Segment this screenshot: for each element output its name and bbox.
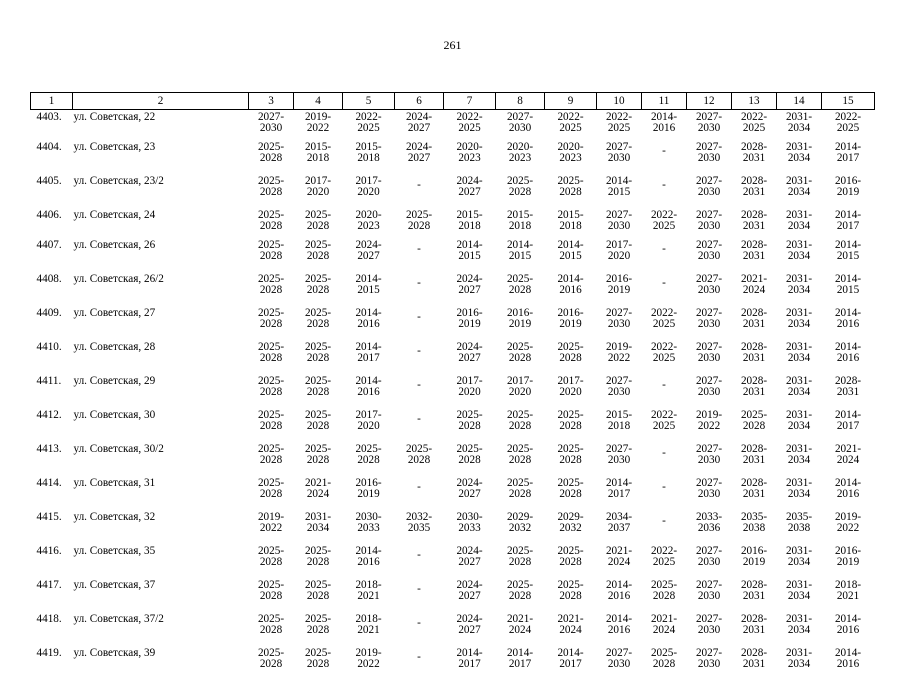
period-cell: 2022- 2025: [444, 110, 496, 141]
period-cell: 2027- 2030: [597, 140, 642, 174]
period-cell: 2027- 2030: [687, 306, 732, 340]
table-body: [31, 110, 875, 680]
table-row: [31, 140, 875, 174]
period-cell: 2027- 2030: [687, 110, 732, 141]
period-cell: -: [642, 174, 687, 208]
period-cell: 2028- 2031: [732, 174, 777, 208]
period-cell: 2019- 2022: [822, 510, 875, 544]
period-cell: 2025- 2028: [249, 140, 294, 174]
column-header: 1: [31, 93, 73, 110]
table-row: [31, 646, 875, 680]
period-cell: 2027- 2030: [597, 442, 642, 476]
period-cell: 2025- 2028: [294, 340, 343, 374]
period-cell: 2025- 2028: [294, 374, 343, 408]
period-cell: 2027- 2030: [687, 340, 732, 374]
period-cell: 2028- 2031: [732, 140, 777, 174]
period-cell: 2025- 2028: [249, 544, 294, 578]
period-cell: 2025- 2028: [294, 578, 343, 612]
period-cell: 2015- 2018: [444, 208, 496, 238]
period-cell: 2024- 2027: [444, 578, 496, 612]
period-cell: 2031- 2034: [777, 442, 822, 476]
period-cell: 2022- 2025: [822, 110, 875, 141]
period-cell: 2027- 2030: [687, 476, 732, 510]
period-cell: 2025- 2028: [249, 476, 294, 510]
period-cell: 2017- 2020: [444, 374, 496, 408]
period-cell: 2032- 2035: [395, 510, 444, 544]
period-cell: 2025- 2028: [294, 612, 343, 646]
row-number: 4419.: [31, 646, 73, 680]
period-cell: 2025- 2028: [496, 174, 545, 208]
column-header: 8: [496, 93, 545, 110]
row-number: 4403.: [31, 110, 73, 141]
page-number: 261: [0, 38, 905, 53]
address-cell: ул. Советская, 26/2: [73, 272, 249, 306]
period-cell: 2025- 2028: [545, 442, 597, 476]
period-cell: -: [642, 272, 687, 306]
period-cell: 2025- 2028: [294, 306, 343, 340]
period-cell: 2018- 2021: [343, 578, 395, 612]
period-cell: 2016- 2019: [732, 544, 777, 578]
period-cell: 2014- 2016: [822, 340, 875, 374]
column-header: 4: [294, 93, 343, 110]
row-number: 4408.: [31, 272, 73, 306]
row-number: 4404.: [31, 140, 73, 174]
period-cell: 2035- 2038: [777, 510, 822, 544]
row-number: 4413.: [31, 442, 73, 476]
period-cell: 2028- 2031: [732, 442, 777, 476]
period-cell: 2019- 2022: [597, 340, 642, 374]
address-cell: ул. Советская, 37: [73, 578, 249, 612]
table-row: [31, 612, 875, 646]
period-cell: 2024- 2027: [444, 272, 496, 306]
period-cell: 2017- 2020: [343, 408, 395, 442]
period-cell: -: [395, 646, 444, 680]
period-cell: 2029- 2032: [545, 510, 597, 544]
period-cell: 2027- 2030: [687, 238, 732, 272]
period-cell: 2025- 2028: [545, 340, 597, 374]
period-cell: 2027- 2030: [597, 208, 642, 238]
period-cell: 2020- 2023: [343, 208, 395, 238]
period-cell: -: [642, 442, 687, 476]
period-cell: 2016- 2019: [496, 306, 545, 340]
period-cell: 2028- 2031: [732, 306, 777, 340]
period-cell: 2017- 2020: [343, 174, 395, 208]
period-cell: 2014- 2016: [642, 110, 687, 141]
period-cell: 2021- 2024: [642, 612, 687, 646]
period-cell: 2025- 2028: [496, 442, 545, 476]
period-cell: 2025- 2028: [496, 476, 545, 510]
period-cell: 2016- 2019: [822, 544, 875, 578]
period-cell: 2018- 2021: [822, 578, 875, 612]
period-cell: 2025- 2028: [294, 442, 343, 476]
period-cell: 2021- 2024: [732, 272, 777, 306]
column-header: 15: [822, 93, 875, 110]
period-cell: 2024- 2027: [444, 612, 496, 646]
period-cell: 2022- 2025: [343, 110, 395, 141]
period-cell: 2014- 2015: [822, 238, 875, 272]
period-cell: 2015- 2018: [545, 208, 597, 238]
period-cell: -: [395, 306, 444, 340]
period-cell: 2027- 2030: [687, 544, 732, 578]
period-cell: 2014- 2017: [496, 646, 545, 680]
period-cell: 2033- 2036: [687, 510, 732, 544]
period-cell: -: [395, 476, 444, 510]
period-cell: 2019- 2022: [249, 510, 294, 544]
period-cell: 2031- 2034: [777, 374, 822, 408]
address-cell: ул. Советская, 35: [73, 544, 249, 578]
period-cell: 2031- 2034: [777, 646, 822, 680]
address-cell: ул. Советская, 39: [73, 646, 249, 680]
period-cell: 2016- 2019: [444, 306, 496, 340]
column-header: 11: [642, 93, 687, 110]
row-number: 4414.: [31, 476, 73, 510]
period-cell: 2025- 2028: [294, 272, 343, 306]
address-cell: ул. Советская, 23: [73, 140, 249, 174]
row-number: 4417.: [31, 578, 73, 612]
period-cell: -: [395, 340, 444, 374]
period-cell: 2016- 2019: [597, 272, 642, 306]
period-cell: 2019- 2022: [687, 408, 732, 442]
period-cell: 2031- 2034: [777, 306, 822, 340]
period-cell: 2025- 2028: [496, 272, 545, 306]
address-cell: ул. Советская, 27: [73, 306, 249, 340]
table-row: [31, 306, 875, 340]
period-cell: 2031- 2034: [777, 544, 822, 578]
column-header: 12: [687, 93, 732, 110]
period-cell: 2031- 2034: [777, 110, 822, 141]
period-cell: 2031- 2034: [777, 578, 822, 612]
period-cell: 2027- 2030: [687, 272, 732, 306]
period-cell: 2025- 2028: [545, 578, 597, 612]
period-cell: 2028- 2031: [732, 476, 777, 510]
column-header: 3: [249, 93, 294, 110]
address-cell: ул. Советская, 29: [73, 374, 249, 408]
period-cell: -: [395, 408, 444, 442]
period-cell: 2021- 2024: [545, 612, 597, 646]
column-header: 9: [545, 93, 597, 110]
table-row: [31, 476, 875, 510]
period-cell: 2025- 2028: [249, 340, 294, 374]
period-cell: 2027- 2030: [687, 442, 732, 476]
period-cell: 2014- 2017: [822, 208, 875, 238]
period-cell: 2025- 2028: [294, 238, 343, 272]
period-cell: 2025- 2028: [545, 174, 597, 208]
period-cell: 2027- 2030: [687, 208, 732, 238]
address-cell: ул. Советская, 28: [73, 340, 249, 374]
table-row: [31, 174, 875, 208]
period-cell: 2015- 2018: [343, 140, 395, 174]
period-cell: 2014- 2017: [822, 408, 875, 442]
address-cell: ул. Советская, 22: [73, 110, 249, 141]
period-cell: 2025- 2028: [496, 340, 545, 374]
period-cell: 2016- 2019: [343, 476, 395, 510]
period-cell: 2022- 2025: [642, 544, 687, 578]
period-cell: 2031- 2034: [777, 408, 822, 442]
table-row: [31, 578, 875, 612]
period-cell: 2014- 2017: [343, 340, 395, 374]
period-cell: -: [395, 238, 444, 272]
address-cell: ул. Советская, 26: [73, 238, 249, 272]
period-cell: 2028- 2031: [732, 578, 777, 612]
period-cell: -: [642, 510, 687, 544]
period-cell: -: [395, 612, 444, 646]
period-cell: 2017- 2020: [496, 374, 545, 408]
period-cell: 2024- 2027: [444, 476, 496, 510]
column-header: 2: [73, 93, 249, 110]
table-row: [31, 408, 875, 442]
period-cell: 2027- 2030: [597, 646, 642, 680]
period-cell: -: [642, 238, 687, 272]
period-cell: 2028- 2031: [732, 238, 777, 272]
period-cell: 2021- 2024: [822, 442, 875, 476]
period-cell: 2024- 2027: [444, 174, 496, 208]
period-cell: 2025- 2028: [496, 408, 545, 442]
period-cell: 2031- 2034: [777, 612, 822, 646]
period-cell: 2022- 2025: [642, 340, 687, 374]
period-cell: 2022- 2025: [732, 110, 777, 141]
period-cell: 2014- 2015: [444, 238, 496, 272]
period-cell: 2014- 2016: [343, 306, 395, 340]
period-cell: 2020- 2023: [545, 140, 597, 174]
table-row: [31, 110, 875, 141]
period-cell: 2014- 2017: [597, 476, 642, 510]
period-cell: 2021- 2024: [597, 544, 642, 578]
row-number: 4410.: [31, 340, 73, 374]
period-cell: 2014- 2015: [545, 238, 597, 272]
period-cell: 2027- 2030: [249, 110, 294, 141]
period-cell: 2025- 2028: [395, 442, 444, 476]
period-cell: 2022- 2025: [642, 208, 687, 238]
period-cell: 2014- 2015: [343, 272, 395, 306]
table-row: [31, 510, 875, 544]
period-cell: 2025- 2028: [249, 208, 294, 238]
period-cell: 2014- 2016: [822, 476, 875, 510]
period-cell: 2028- 2031: [732, 612, 777, 646]
address-cell: ул. Советская, 24: [73, 208, 249, 238]
period-cell: 2024- 2027: [444, 544, 496, 578]
period-cell: 2019- 2022: [294, 110, 343, 141]
period-cell: 2031- 2034: [777, 140, 822, 174]
period-cell: 2017- 2020: [597, 238, 642, 272]
period-cell: 2014- 2017: [822, 140, 875, 174]
period-cell: 2027- 2030: [687, 646, 732, 680]
period-cell: 2027- 2030: [687, 140, 732, 174]
period-cell: 2025- 2028: [444, 408, 496, 442]
table-row: [31, 442, 875, 476]
period-cell: 2014- 2016: [822, 306, 875, 340]
row-number: 4418.: [31, 612, 73, 646]
period-cell: 2027- 2030: [597, 306, 642, 340]
period-cell: 2014- 2016: [597, 612, 642, 646]
period-cell: 2034- 2037: [597, 510, 642, 544]
address-cell: ул. Советская, 30/2: [73, 442, 249, 476]
row-number: 4411.: [31, 374, 73, 408]
period-cell: 2014- 2016: [545, 272, 597, 306]
period-cell: 2020- 2023: [496, 140, 545, 174]
period-cell: 2031- 2034: [777, 340, 822, 374]
period-cell: 2025- 2028: [249, 646, 294, 680]
period-cell: 2028- 2031: [732, 208, 777, 238]
column-header: 7: [444, 93, 496, 110]
table-row: [31, 340, 875, 374]
period-cell: 2029- 2032: [496, 510, 545, 544]
period-cell: 2022- 2025: [642, 408, 687, 442]
period-cell: 2027- 2030: [687, 612, 732, 646]
period-cell: 2014- 2016: [822, 646, 875, 680]
period-cell: 2027- 2030: [496, 110, 545, 141]
period-cell: 2025- 2028: [642, 578, 687, 612]
period-cell: 2028- 2031: [732, 340, 777, 374]
period-cell: 2024- 2027: [343, 238, 395, 272]
period-cell: 2018- 2021: [343, 612, 395, 646]
period-cell: 2014- 2016: [343, 544, 395, 578]
period-cell: 2024- 2027: [395, 140, 444, 174]
period-cell: 2016- 2019: [822, 174, 875, 208]
period-cell: 2025- 2028: [496, 578, 545, 612]
period-cell: 2027- 2030: [687, 174, 732, 208]
period-cell: 2014- 2015: [822, 272, 875, 306]
period-cell: 2030- 2033: [343, 510, 395, 544]
period-cell: 2027- 2030: [687, 374, 732, 408]
period-cell: 2024- 2027: [395, 110, 444, 141]
row-number: 4407.: [31, 238, 73, 272]
address-cell: ул. Советская, 31: [73, 476, 249, 510]
period-cell: 2014- 2017: [444, 646, 496, 680]
address-cell: ул. Советская, 37/2: [73, 612, 249, 646]
column-header: 6: [395, 93, 444, 110]
table-row: [31, 238, 875, 272]
period-cell: 2025- 2028: [545, 544, 597, 578]
period-cell: 2025- 2028: [343, 442, 395, 476]
period-cell: 2025- 2028: [444, 442, 496, 476]
period-cell: 2031- 2034: [294, 510, 343, 544]
period-cell: 2025- 2028: [249, 174, 294, 208]
period-cell: 2017- 2020: [294, 174, 343, 208]
row-number: 4409.: [31, 306, 73, 340]
period-cell: 2019- 2022: [343, 646, 395, 680]
period-cell: 2028- 2031: [732, 374, 777, 408]
period-cell: 2025- 2028: [249, 306, 294, 340]
period-cell: 2031- 2034: [777, 476, 822, 510]
row-number: 4406.: [31, 208, 73, 238]
period-cell: -: [395, 272, 444, 306]
table-row: [31, 374, 875, 408]
period-cell: 2025- 2028: [395, 208, 444, 238]
period-cell: 2027- 2030: [687, 578, 732, 612]
row-number: 4405.: [31, 174, 73, 208]
period-cell: -: [642, 374, 687, 408]
address-cell: ул. Советская, 30: [73, 408, 249, 442]
period-cell: 2030- 2033: [444, 510, 496, 544]
period-cell: 2017- 2020: [545, 374, 597, 408]
row-number: 4416.: [31, 544, 73, 578]
period-cell: 2025- 2028: [249, 272, 294, 306]
period-cell: 2028- 2031: [822, 374, 875, 408]
period-cell: 2025- 2028: [249, 408, 294, 442]
period-cell: 2028- 2031: [732, 646, 777, 680]
period-cell: 2024- 2027: [444, 340, 496, 374]
period-cell: 2022- 2025: [597, 110, 642, 141]
row-number: 4415.: [31, 510, 73, 544]
address-cell: ул. Советская, 23/2: [73, 174, 249, 208]
period-cell: 2025- 2028: [249, 238, 294, 272]
period-cell: 2031- 2034: [777, 208, 822, 238]
period-cell: 2027- 2030: [597, 374, 642, 408]
period-cell: 2020- 2023: [444, 140, 496, 174]
data-table: [30, 92, 875, 680]
period-cell: 2025- 2028: [294, 408, 343, 442]
period-cell: 2025- 2028: [545, 408, 597, 442]
table-header-row: [31, 93, 875, 110]
period-cell: 2016- 2019: [545, 306, 597, 340]
period-cell: 2015- 2018: [496, 208, 545, 238]
period-cell: 2025- 2028: [249, 374, 294, 408]
period-cell: -: [642, 476, 687, 510]
column-header: 10: [597, 93, 642, 110]
period-cell: 2031- 2034: [777, 272, 822, 306]
period-cell: 2021- 2024: [294, 476, 343, 510]
period-cell: 2035- 2038: [732, 510, 777, 544]
period-cell: 2015- 2018: [294, 140, 343, 174]
period-cell: 2014- 2017: [545, 646, 597, 680]
period-cell: 2025- 2028: [732, 408, 777, 442]
period-cell: 2025- 2028: [642, 646, 687, 680]
period-cell: 2025- 2028: [294, 544, 343, 578]
period-cell: 2025- 2028: [545, 476, 597, 510]
period-cell: 2031- 2034: [777, 238, 822, 272]
period-cell: 2014- 2016: [343, 374, 395, 408]
period-cell: -: [395, 174, 444, 208]
period-cell: 2025- 2028: [294, 646, 343, 680]
row-number: 4412.: [31, 408, 73, 442]
period-cell: -: [395, 544, 444, 578]
period-cell: 2025- 2028: [249, 612, 294, 646]
column-header: 13: [732, 93, 777, 110]
period-cell: 2014- 2015: [597, 174, 642, 208]
column-header: 14: [777, 93, 822, 110]
period-cell: 2014- 2015: [496, 238, 545, 272]
period-cell: -: [642, 140, 687, 174]
column-header: 5: [343, 93, 395, 110]
period-cell: 2022- 2025: [545, 110, 597, 141]
period-cell: 2021- 2024: [496, 612, 545, 646]
period-cell: 2025- 2028: [294, 208, 343, 238]
table-row: [31, 272, 875, 306]
period-cell: 2022- 2025: [642, 306, 687, 340]
period-cell: 2014- 2016: [597, 578, 642, 612]
period-cell: 2015- 2018: [597, 408, 642, 442]
period-cell: 2025- 2028: [249, 442, 294, 476]
period-cell: 2025- 2028: [249, 578, 294, 612]
period-cell: -: [395, 578, 444, 612]
period-cell: -: [395, 374, 444, 408]
table-row: [31, 208, 875, 238]
period-cell: 2031- 2034: [777, 174, 822, 208]
period-cell: 2014- 2016: [822, 612, 875, 646]
table-row: [31, 544, 875, 578]
period-cell: 2025- 2028: [496, 544, 545, 578]
address-cell: ул. Советская, 32: [73, 510, 249, 544]
